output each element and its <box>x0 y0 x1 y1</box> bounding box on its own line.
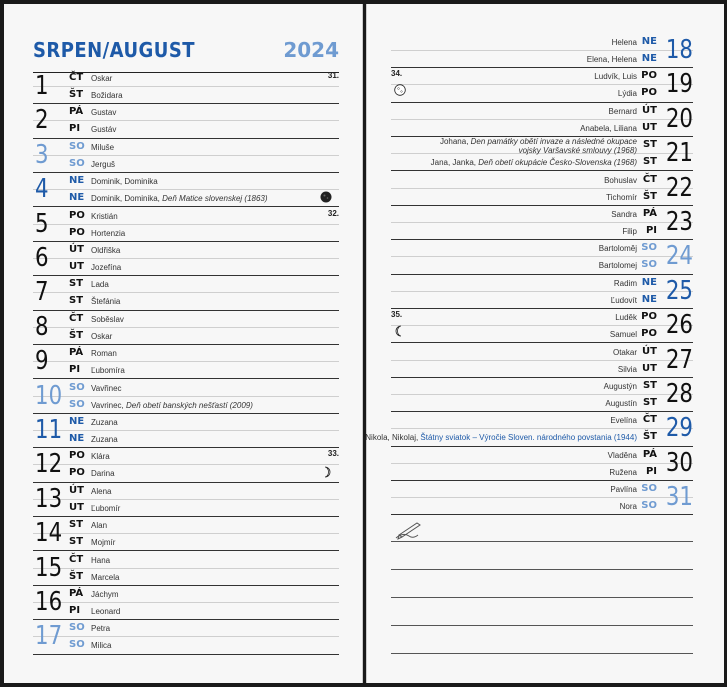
nameday-sk: Dominik, Dominika, Deň Matice slovenskej (1863) <box>91 194 268 204</box>
day-divider <box>391 497 693 498</box>
day-row-31 <box>391 480 693 515</box>
holiday-note: Den památky obětí invaze a následné okupace vojsky Varšavské smlouvy (1968) <box>470 137 637 156</box>
nameday-sk: Filip <box>622 227 637 236</box>
nameday-cz: Dominik, Dominika <box>91 177 158 187</box>
weekday-sk: ŠT <box>69 570 84 582</box>
week-number: 32. <box>327 208 339 218</box>
day-divider <box>33 464 339 465</box>
day-number: 27 <box>665 344 693 375</box>
nameday-sk: Lýdia <box>617 89 637 99</box>
day-row-16 <box>33 585 339 620</box>
day-divider <box>391 463 693 464</box>
day-divider <box>391 84 693 85</box>
day-row-27 <box>391 343 693 378</box>
nameday-cz: Oldřiška <box>91 246 121 255</box>
day-number: 21 <box>665 138 693 169</box>
day-divider <box>33 499 339 500</box>
nameday-sk: Milica <box>91 641 112 651</box>
day-divider <box>33 636 339 637</box>
day-row-11 <box>33 413 339 448</box>
weekday-sk: ST <box>69 295 84 307</box>
day-divider <box>33 602 339 603</box>
nameday-sk: Zuzana <box>91 435 118 444</box>
day-number: 23 <box>665 207 693 237</box>
nameday-cz: Pavlína <box>610 485 637 495</box>
week-number: 33. <box>327 449 339 459</box>
nameday-sk: Elena, Helena <box>586 55 637 64</box>
weekday-cz: ST <box>69 278 84 290</box>
week-number: 31. <box>327 71 339 80</box>
nameday-cz: Ludvík, Luis <box>594 72 637 82</box>
nameday-sk: Gustáv <box>91 125 117 135</box>
nameday-cz: Bartoloměj <box>598 244 637 254</box>
weekday-cz: PÁ <box>642 208 657 219</box>
month-header <box>33 38 339 70</box>
nameday-sk: Jozefína <box>91 263 122 272</box>
day-row-4 <box>33 172 339 207</box>
day-row-10 <box>33 379 339 414</box>
weekday-cz: PO <box>641 70 657 82</box>
nameday-sk: Anabela, Liliana <box>580 123 637 133</box>
weekday-cz: PÁ <box>642 448 657 460</box>
weekday-cz: NE <box>69 175 85 187</box>
nameday-sk: Samuel <box>609 330 637 340</box>
day-number: 16 <box>35 587 63 617</box>
weekday-sk: PI <box>69 605 81 616</box>
day-number: 18 <box>665 35 693 65</box>
nameday-cz: Vladěna <box>607 450 637 460</box>
day-divider <box>391 256 693 257</box>
day-divider <box>33 258 339 259</box>
day-row-29 <box>365 411 693 446</box>
day-number: 24 <box>665 241 693 272</box>
nameday-cz: Petra <box>91 624 111 634</box>
day-divider <box>33 568 339 569</box>
day-number: 13 <box>35 483 63 514</box>
day-number: 11 <box>35 415 63 445</box>
weekday-sk: ŠT <box>69 329 84 341</box>
nameday-cz: Bohuslav <box>604 175 637 185</box>
note-line <box>391 625 693 626</box>
day-divider <box>391 394 693 395</box>
day-number: 3 <box>35 139 49 170</box>
weekday-sk: SO <box>641 500 657 512</box>
nameday-cz: Luděk <box>615 313 637 323</box>
day-number: 22 <box>665 172 693 203</box>
nameday-cz: Evelína <box>610 416 637 426</box>
day-row-26 <box>391 308 693 343</box>
day-divider <box>33 327 339 328</box>
day-row-22 <box>391 171 693 206</box>
nameday-sk: Mojmír <box>91 538 116 548</box>
day-number: 28 <box>665 379 693 409</box>
nameday-sk: Jerguš <box>91 159 116 169</box>
nameday-sk: Tichomír <box>606 192 637 202</box>
weekday-cz: PO <box>69 450 85 462</box>
weekday-cz: ÚT <box>642 104 657 116</box>
nameday-cz: Sandra <box>611 210 637 219</box>
month-title: SRPEN/AUGUST <box>33 38 195 62</box>
weekday-cz: SO <box>69 381 85 393</box>
day-row-5 <box>33 207 339 242</box>
weekday-sk: PI <box>69 364 81 376</box>
day-number: 8 <box>35 311 49 342</box>
holiday-note: Deň Matice slovenskej (1863) <box>162 194 268 204</box>
nameday-cz: Oskar <box>91 74 113 83</box>
weekday-sk: SO <box>69 639 85 651</box>
weekday-cz: SO <box>69 622 85 634</box>
nameday-cz: Bernard <box>608 106 637 116</box>
weekday-sk: NE <box>641 293 657 305</box>
weekday-sk: UT <box>642 121 657 133</box>
nameday-cz: Lada <box>91 280 109 290</box>
note-line <box>391 569 693 570</box>
pen-writing-icon <box>393 520 423 542</box>
weekday-sk: ST <box>69 536 84 548</box>
day-divider <box>33 361 339 362</box>
day-number: 14 <box>35 518 63 549</box>
day-row-3 <box>33 138 339 173</box>
day-row-21 <box>391 136 693 171</box>
day-row-24 <box>391 239 693 274</box>
nameday-cz: Miluše <box>91 142 115 152</box>
day-row-20 <box>391 102 693 137</box>
day-number: 7 <box>35 277 49 308</box>
weekday-cz: ST <box>642 139 657 151</box>
day-number: 4 <box>35 174 49 205</box>
day-row-7 <box>33 275 339 310</box>
nameday-cz: Hana <box>91 555 111 565</box>
day-number: 2 <box>35 105 49 136</box>
day-divider <box>391 119 693 120</box>
state-holiday: Štátny sviatok – Výročie Sloven. národného povstania (1944) <box>420 433 637 443</box>
nameday-sk: Štefánia <box>91 297 121 307</box>
weekday-cz: NE <box>641 276 657 288</box>
weekday-cz: PÁ <box>69 347 84 359</box>
first-moon-icon <box>320 465 332 477</box>
weekday-sk: SO <box>69 398 85 410</box>
weekday-cz: ČT <box>642 173 657 185</box>
nameday-cz: Alena <box>91 486 112 496</box>
day-number: 17 <box>35 621 63 652</box>
day-divider <box>33 155 339 156</box>
weekday-sk: UT <box>642 362 657 374</box>
weekday-cz: ČT <box>69 72 84 83</box>
note-line <box>391 541 693 542</box>
nameday-cz: Klára <box>91 452 110 462</box>
day-divider <box>33 533 339 534</box>
holiday-note: Deň obetí banských nešťastí (2009) <box>125 400 253 410</box>
day-row-9 <box>33 344 339 379</box>
weekday-cz: ST <box>69 519 84 531</box>
day-divider <box>391 291 693 292</box>
day-divider <box>33 396 339 397</box>
day-row-30 <box>391 446 693 481</box>
day-number: 31 <box>665 482 693 513</box>
weekday-sk: PI <box>645 225 657 236</box>
day-number: 30 <box>665 447 693 478</box>
day-number: 29 <box>665 413 693 444</box>
weekday-sk: SO <box>641 259 657 271</box>
day-number: 20 <box>665 103 693 134</box>
weekday-cz: SO <box>641 483 657 495</box>
weekday-cz: ST <box>642 380 657 391</box>
day-row-15 <box>33 551 339 586</box>
weekday-cz: PÁ <box>69 588 84 599</box>
day-row-6 <box>33 241 339 276</box>
day-row-8 <box>33 310 339 345</box>
nameday-cz: Alan <box>91 521 108 531</box>
week-number: 35. <box>391 310 403 320</box>
weekday-cz: ÚT <box>642 345 657 357</box>
weekday-cz: ÚT <box>69 244 84 255</box>
weekday-sk: NE <box>69 192 85 204</box>
nameday-sk: Ľudovít <box>610 295 637 305</box>
day-row-13 <box>33 482 339 517</box>
day-divider <box>33 120 339 121</box>
weekday-sk: PO <box>641 87 657 99</box>
day-divider <box>33 224 339 225</box>
day-number: 6 <box>35 243 49 273</box>
day-divider <box>391 188 693 189</box>
weekday-sk: NE <box>69 433 85 444</box>
day-number: 10 <box>35 380 63 411</box>
note-line <box>391 597 693 598</box>
nameday-sk: Vavrinec, Deň obetí banských nešťastí (2009) <box>91 400 253 410</box>
nameday-sk: Marcela <box>91 572 120 582</box>
nameday-sk: Silvia <box>617 364 637 374</box>
day-divider <box>33 86 339 87</box>
nameday-cz: Vavřinec <box>91 383 122 393</box>
day-divider <box>33 430 339 431</box>
day-divider <box>33 189 339 190</box>
nameday-cz: Helena <box>611 38 637 47</box>
note-line <box>391 653 693 654</box>
weekday-cz: SO <box>641 242 657 254</box>
nameday-sk: Božidara <box>91 91 123 100</box>
last-moon-icon <box>394 324 406 336</box>
day-row-28 <box>391 377 693 412</box>
nameday-sk: Hortenzia <box>91 228 126 238</box>
day-number: 1 <box>35 71 49 101</box>
weekday-sk: SO <box>69 157 85 169</box>
full-moon-icon <box>394 83 406 95</box>
day-row-19 <box>391 67 693 102</box>
week-number: 34. <box>391 69 403 79</box>
day-row-2 <box>33 103 339 138</box>
nameday-sk: Ľubomír <box>91 503 121 513</box>
nameday-sk: Ľubomíra <box>91 366 125 376</box>
nameday-cz: Zuzana <box>91 418 118 427</box>
day-row-23 <box>391 205 693 240</box>
nameday-cz: Soběslav <box>91 314 124 324</box>
weekday-cz: ÚT <box>69 484 84 496</box>
day-divider <box>391 360 693 361</box>
day-number: 26 <box>665 310 693 341</box>
day-row-14 <box>33 516 339 551</box>
nameday-sk: Bartolomej <box>598 261 637 271</box>
nameday-sk: Oskar <box>91 331 113 341</box>
weekday-cz: ČT <box>642 414 657 426</box>
year-title: 2024 <box>283 38 339 62</box>
weekday-cz: ČT <box>69 312 84 324</box>
day-number: 19 <box>665 69 693 100</box>
weekday-cz: PO <box>69 209 85 221</box>
nameday-sk: Augustín <box>605 399 637 408</box>
weekday-sk: PO <box>69 467 85 479</box>
day-row-25 <box>391 274 693 309</box>
weekday-sk: PI <box>645 465 657 477</box>
nameday-cz: Kristián <box>91 211 118 221</box>
day-row-18 <box>391 33 693 68</box>
weekday-sk: NE <box>641 53 657 64</box>
day-divider <box>391 325 693 326</box>
weekday-cz: ČT <box>69 553 84 565</box>
weekday-sk: PO <box>641 328 657 340</box>
nameday-sk: Leonard <box>91 607 121 616</box>
weekday-sk: UT <box>69 261 84 272</box>
nameday-cz: Jáchym <box>91 590 119 599</box>
nameday-sk: Jana, Janka, Deň obetí okupácie Česko-Slovenska (1968) <box>430 158 637 168</box>
weekday-sk: PI <box>69 123 81 135</box>
weekday-sk: PO <box>69 226 85 238</box>
weekday-sk: ST <box>642 397 657 408</box>
weekday-cz: NE <box>69 416 85 427</box>
day-row-12 <box>33 447 339 482</box>
day-number: 15 <box>35 552 63 583</box>
day-number: 9 <box>35 346 49 377</box>
day-divider <box>391 222 693 223</box>
nameday-sk: Darina <box>91 469 115 479</box>
holiday-note: Deň obetí okupácie Česko-Slovenska (1968) <box>478 158 637 168</box>
day-row-1 <box>33 69 339 104</box>
weekday-cz: SO <box>69 140 85 152</box>
weekday-cz: NE <box>641 36 657 47</box>
nameday-sk: Ružena <box>609 467 637 477</box>
nameday-cz: Roman <box>91 349 117 359</box>
weekday-sk: UT <box>69 501 84 513</box>
day-divider <box>391 50 693 51</box>
day-divider <box>33 292 339 293</box>
right-page <box>366 4 724 683</box>
day-row-17 <box>33 619 339 654</box>
weekday-sk: ŠT <box>69 89 84 100</box>
nameday-sk: Nora <box>619 502 637 512</box>
nameday-cz: Radim <box>613 278 637 288</box>
weekday-sk: ŠT <box>642 190 657 202</box>
day-number: 12 <box>35 449 63 480</box>
day-divider <box>391 428 693 429</box>
nameday-cz: Augustýn <box>603 382 637 391</box>
weekday-sk: ŠT <box>642 431 657 443</box>
day-number: 5 <box>35 208 49 239</box>
left-page <box>4 4 363 683</box>
nameday-sk: Nikola, Nikolaj, Štátny sviatok – Výročie Sloven. národného povstania (1944) <box>365 433 637 443</box>
nameday-cz: Otakar <box>612 347 637 357</box>
weekday-cz: PÁ <box>69 106 84 118</box>
weekday-sk: ST <box>642 156 657 168</box>
nameday-cz: Gustav <box>91 108 117 118</box>
day-number: 25 <box>665 275 693 306</box>
nameday-cz: Johana, Den památky obětí invaze a následné okupace vojsky Varšavské smlouvy (1968) <box>439 137 637 156</box>
new-moon-icon <box>320 190 332 202</box>
weekday-cz: PO <box>641 311 657 323</box>
